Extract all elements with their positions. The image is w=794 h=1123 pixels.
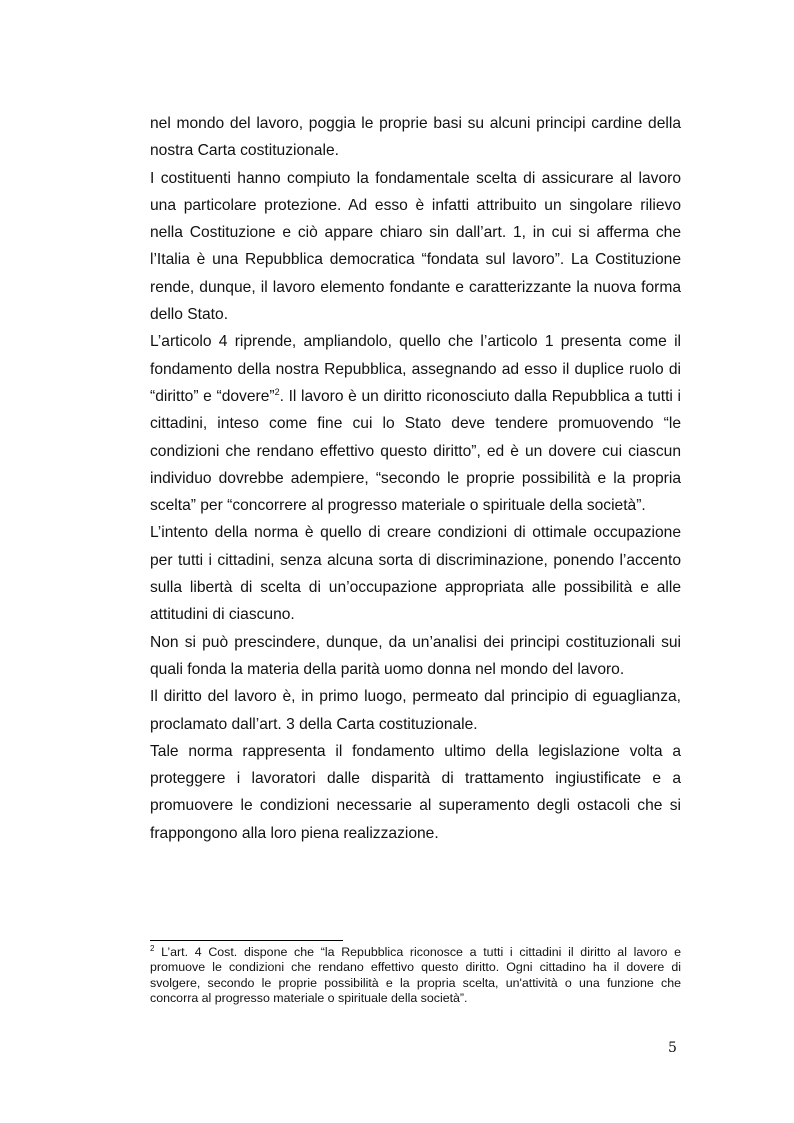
footnote-separator <box>150 940 343 941</box>
paragraph-text: L’articolo 4 riprende, ampliandolo, quello che l’articolo 1 presenta come il fondamento della nostra Repubblica, assegnando ad esso il duplice ruolo di “diritto” e “dovere” <box>150 333 681 405</box>
footnote <box>150 945 681 1007</box>
paragraph <box>150 328 681 519</box>
paragraph: Il diritto del lavoro è, in primo luogo, permeato dal principio di eguaglianza, proclamato dall’art. 3 della Carta costituzionale. <box>150 688 681 733</box>
footnote-reference: 2 <box>274 386 280 397</box>
paragraph: Tale norma rappresenta il fondamento ultimo della legislazione volta a proteggere i lavoratori dalle disparità di trattamento ingiustificate e a promuovere le condizioni necessarie al superamento degli ostacoli che si frappongono alla loro piena realizzazione. <box>150 742 681 842</box>
footnote-text: L’art. 4 Cost. dispone che “la Repubblica riconosce a tutti i cittadini il diritto al lavoro e promuove le condizioni che rendano effettivo questo diritto. Ogni cittadino ha il dovere di svolgere, secondo le proprie possibilità e la propria scelta, un'attività o una funzione che concorra al progresso materiale o spirituale della società”. <box>150 945 681 1006</box>
paragraph: L’intento della norma è quello di creare condizioni di ottimale occupazione per tutti i cittadini, senza alcuna sorta di discriminazione, ponendo l’accento sulla libertà di scelta di un’occupazione appropriata alle possibilità e alle attitudini di ciascuno. <box>150 524 681 624</box>
paragraph: I costituenti hanno compiuto la fondamentale scelta di assicurare al lavoro una particolare protezione. Ad esso è infatti attribuito un singolare rilievo nella Costituzione e ciò appare chiaro sin dall’art. 1, in cui si afferma che l’Italia è una Repubblica democratica “fondata sul lavoro”. La Costituzione rende, dunque, il lavoro elemento fondante e caratterizzante la nuova forma dello Stato. <box>150 169 681 324</box>
page-number: 5 <box>668 1040 677 1056</box>
paragraph: Non si può prescindere, dunque, da un’analisi dei principi costituzionali sui quali fonda la materia della parità uomo donna nel mondo del lavoro. <box>150 633 681 678</box>
footnote-number: 2 <box>150 943 155 953</box>
body-text <box>150 110 681 847</box>
paragraph: nel mondo del lavoro, poggia le proprie basi su alcuni principi cardine della nostra Carta costituzionale. <box>150 115 681 160</box>
paragraph-text: . Il lavoro è un diritto riconosciuto dalla Repubblica a tutti i cittadini, inteso come fine cui lo Stato deve tendere promuovendo “le condizioni che rendano effettivo questo diritto”, ed è un dovere cui ciascun individuo dovrebbe adempiere, “secondo le proprie possibilità e la propria scelta” per “concorrere al progresso materiale o spirituale della società”. <box>150 387 682 515</box>
